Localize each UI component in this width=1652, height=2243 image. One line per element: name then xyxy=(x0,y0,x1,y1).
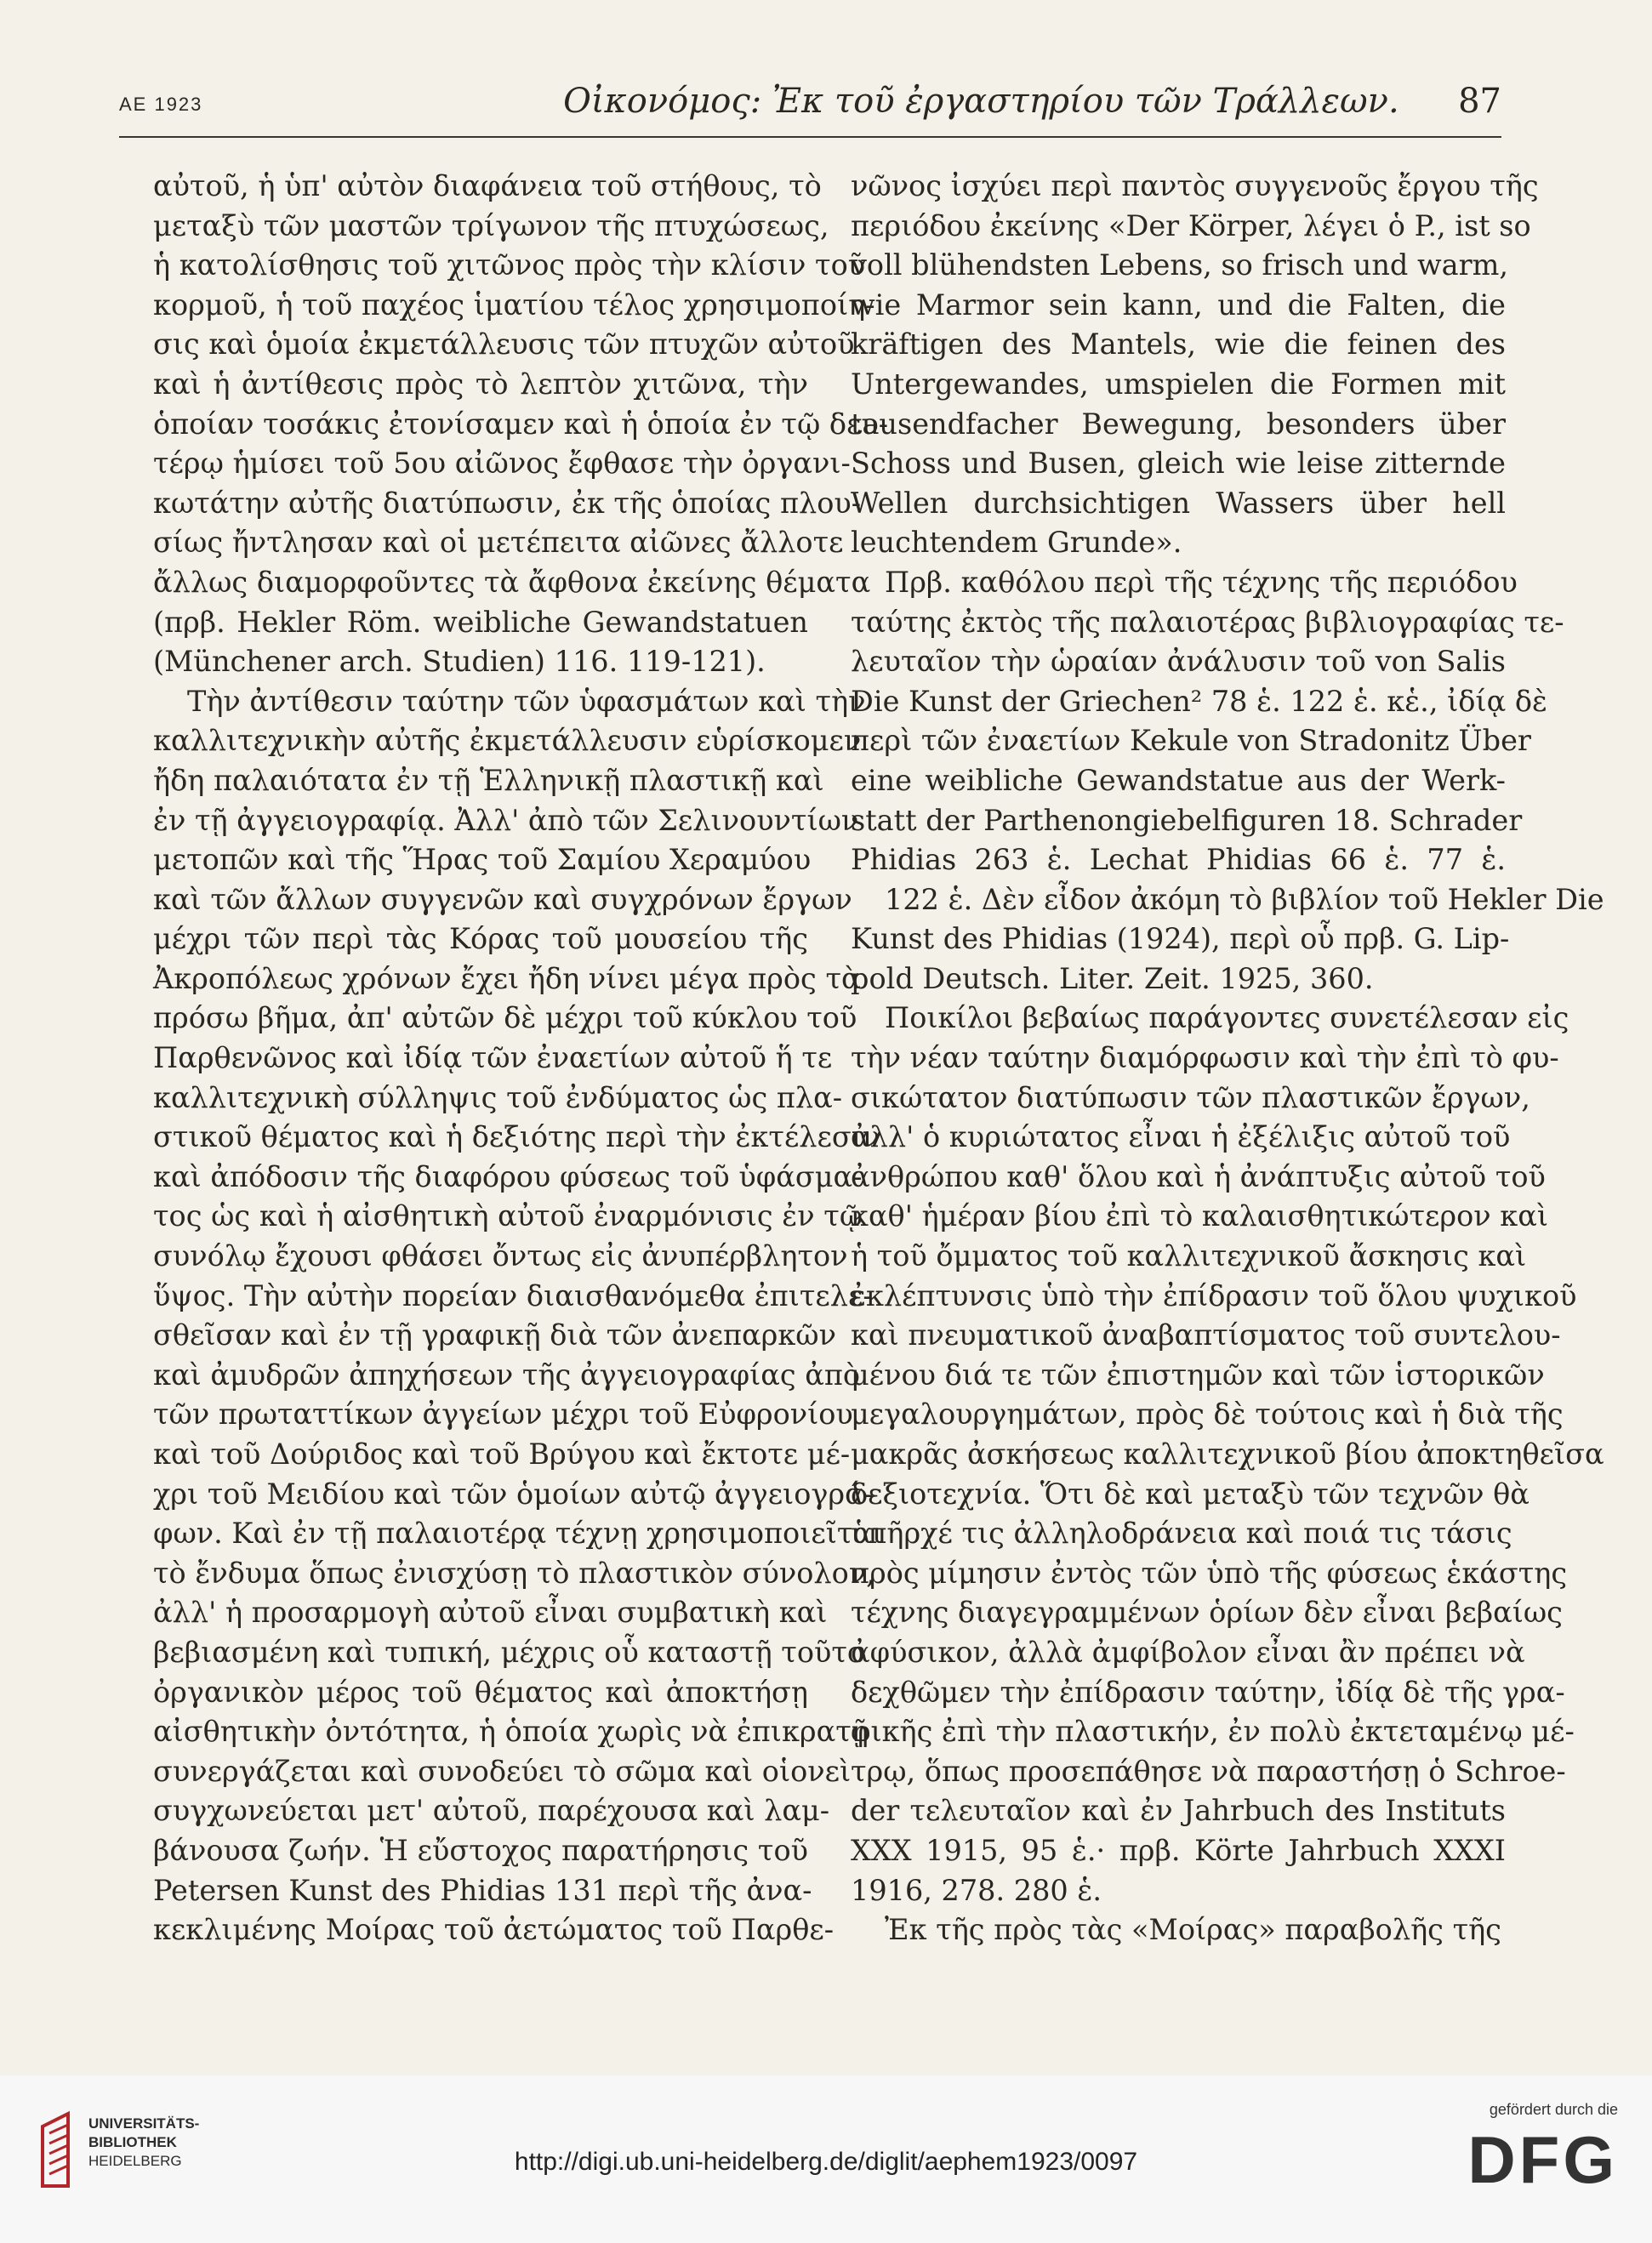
text-line: καὶ πνευματικοῦ ἀναβαπτίσματος τοῦ συντελου- xyxy=(851,1318,1561,1352)
text-line: Ἐκ τῆς πρὸς τὰς «Μοίρας» παραβολῆς τῆς xyxy=(885,1913,1501,1947)
text-line: δεξιοτεχνία. Ὅτι δὲ καὶ μεταξὺ τῶν τεχνῶν θὰ xyxy=(851,1477,1530,1511)
text-line: μέχρι τῶν περὶ τὰς Κόρας τοῦ μουσείου τῆς xyxy=(153,922,808,956)
text-line: χρι τοῦ Μειδίου καὶ τῶν ὁμοίων αὐτῷ ἀγγειογρά- xyxy=(153,1477,874,1511)
text-line: φικῆς ἐπὶ τὴν πλαστικήν, ἐν πολὺ ἐκτεταμένῳ μέ- xyxy=(851,1715,1575,1749)
text-line: περὶ τῶν ἐναετίων Kekule von Stradonitz Über xyxy=(851,724,1531,758)
text-line: φων. Καὶ ἐν τῇ παλαιοτέρᾳ τέχνῃ χρησιμοποιεῖται xyxy=(153,1517,884,1551)
text-line: καὶ ἀμυδρῶν ἀπηχήσεων τῆς ἀγγειογραφίας ἀπὸ xyxy=(153,1358,861,1392)
text-line: τὴν νέαν ταύτην διαμόρφωσιν καὶ τὴν ἐπὶ τὸ φυ- xyxy=(851,1041,1559,1075)
text-line: ἡ κατολίσθησις τοῦ χιτῶνος πρὸς τὴν κλίσιν τοῦ xyxy=(153,248,866,282)
text-line: δεχθῶμεν τὴν ἐπίδρασιν ταύτην, ἰδίᾳ δὲ τῆς γρα- xyxy=(851,1675,1565,1709)
text-line: βάνουσα ζωήν. Ἡ εὔστοχος παρατήρησις τοῦ xyxy=(153,1833,808,1867)
text-line: ἡ τοῦ ὄμματος τοῦ καλλιτεχνικοῦ ἄσκησις καὶ xyxy=(851,1239,1527,1273)
text-line: ὁποίαν τοσάκις ἐτονίσαμεν καὶ ἡ ὁποία ἐν τῷ δευ- xyxy=(153,407,889,441)
text-line: αὐτοῦ, ἡ ὑπ' αὐτὸν διαφάνεια τοῦ στήθους, τὸ xyxy=(153,169,822,202)
text-line: Die Kunst der Griechen² 78 ἑ. 122 ἑ. κἑ., ἰδίᾳ δὲ xyxy=(851,684,1547,718)
text-line: τρῳ, ὅπως προσεπάθησε νὰ παραστήσῃ ὁ Schroe- xyxy=(851,1754,1566,1788)
text-line: ἐκλέπτυνσις ὑπὸ τὴν ἐπίδρασιν τοῦ ὅλου ψυχικοῦ xyxy=(851,1278,1577,1312)
text-line: στικοῦ θέματος καὶ ἡ δεξιότης περὶ τὴν ἐκτέλεσιν xyxy=(153,1120,880,1154)
text-line: Untergewandes, umspielen die Formen mit xyxy=(851,367,1506,401)
text-line: λευταῖον τὴν ὡραίαν ἀνάλυσιν τοῦ von Salis xyxy=(851,645,1506,679)
text-line: σις καὶ ὁμοία ἐκμετάλλευσις τῶν πτυχῶν αὐτοῦ xyxy=(153,327,855,361)
header-title-and-page xyxy=(563,82,1501,121)
text-line: Παρθενῶνος καὶ ἰδίᾳ τῶν ἐναετίων αὐτοῦ ἥ τε xyxy=(153,1041,833,1075)
library-name-line-1: UNIVERSITÄTS- xyxy=(88,2115,200,2132)
text-line: Petersen Kunst des Phidias 131 περὶ τῆς ἀνα- xyxy=(153,1873,812,1907)
text-line: Kunst des Phidias (1924), περὶ οὗ πρβ. G. Lip- xyxy=(851,922,1510,956)
text-line: τὸ ἔνδυμα ὅπως ἐνισχύσῃ τὸ πλαστικὸν σύνολον, xyxy=(153,1556,875,1590)
text-line: 1916, 278. 280 ἑ. xyxy=(851,1873,1102,1907)
text-line: (πρβ. Hekler Röm. weibliche Gewandstatuen xyxy=(153,605,808,639)
article-title: Οἰκονόμος: Ἐκ τοῦ ἐργαστηρίου τῶν Τράλλεων. xyxy=(563,82,1399,121)
text-line: μεγαλουργημάτων, πρὸς δὲ τούτοις καὶ ἡ διὰ τῆς xyxy=(851,1398,1564,1432)
text-line: Τὴν ἀντίθεσιν ταύτην τῶν ὑφασμάτων καὶ τὴν xyxy=(187,684,866,718)
text-line: ἀφύσικον, ἀλλὰ ἀμφίβολον εἶναι ἂν πρέπει νὰ xyxy=(851,1635,1525,1669)
text-line: Phidias 263 ἑ. Lechat Phidias 66 ἑ. 77 ἑ. xyxy=(851,843,1506,877)
text-line: καὶ ἀπόδοσιν τῆς διαφόρου φύσεως τοῦ ὑφάσμα- xyxy=(153,1159,863,1193)
text-line: καὶ ἡ ἀντίθεσις πρὸς τὸ λεπτὸν χιτῶνα, τὴν xyxy=(153,367,808,401)
text-line: Wellen durchsichtigen Wassers über hell xyxy=(851,486,1506,520)
text-line: pold Deutsch. Liter. Zeit. 1925, 360. xyxy=(851,961,1374,995)
right-text-column xyxy=(851,167,1604,1950)
text-line: statt der Parthenongiebelfiguren 18. Schrader xyxy=(851,803,1523,837)
text-line: ἀλλ' ὁ κυριώτατος εἶναι ἡ ἐξέλιξις αὐτοῦ τοῦ xyxy=(851,1120,1511,1154)
text-line: ἐν τῇ ἀγγειογραφίᾳ. Ἀλλ' ἀπὸ τῶν Σελινουντίων xyxy=(153,803,859,837)
text-line: ὕψος. Τὴν αὐτὴν πορείαν διαισθανόμεθα ἐπιτελε- xyxy=(153,1278,873,1312)
header-rule xyxy=(119,136,1501,138)
text-line: ὑπῆρχέ τις ἀλληλοδράνεια καὶ ποιά τις τάσις xyxy=(851,1517,1512,1551)
text-line: Ποικίλοι βεβαίως παράγοντες συνετέλεσαν εἰς xyxy=(885,1001,1569,1035)
text-line: καλλιτεχνικὴ σύλληψις τοῦ ἐνδύματος ὡς πλα- xyxy=(153,1080,843,1114)
text-line: καὶ τῶν ἄλλων συγγενῶν καὶ συγχρόνων ἔργων xyxy=(153,882,852,916)
text-line: συγχωνεύεται μετ' αὐτοῦ, παρέχουσα καὶ λαμ- xyxy=(153,1794,830,1828)
running-header xyxy=(119,82,1501,129)
text-line: καλλιτεχνικὴν αὐτῆς ἐκμετάλλευσιν εὑρίσκομεν xyxy=(153,724,862,758)
text-line: περιόδου ἐκείνης «Der Körper, λέγει ὁ P., ist so xyxy=(851,208,1531,242)
text-line: συνεργάζεται καὶ συνοδεύει τὸ σῶμα καὶ οἱονεὶ xyxy=(153,1754,852,1788)
text-line: τέρῳ ἡμίσει τοῦ 5ου αἰῶνος ἔφθασε τὴν ὀργανι- xyxy=(153,447,851,481)
library-name-line-2: BIBLIOTHEK xyxy=(88,2134,177,2150)
dfg-logo-text: DFG xyxy=(1467,2122,1618,2197)
library-name-line-3: HEIDELBERG xyxy=(88,2153,182,2169)
text-line: κορμοῦ, ἡ τοῦ παχέος ἱματίου τέλος χρησιμοποίη- xyxy=(153,287,875,322)
page-number: 87 xyxy=(1458,82,1501,121)
text-line: σικώτατον διατύπωσιν τῶν πλαστικῶν ἔργων, xyxy=(851,1080,1530,1114)
text-line: tausendfacher Bewegung, besonders über xyxy=(851,407,1506,441)
text-line: σθεῖσαν καὶ ἐν τῇ γραφικῇ διὰ τῶν ἀνεπαρκῶν xyxy=(153,1318,836,1352)
text-line: Schoss und Busen, gleich wie leise zitternde xyxy=(851,447,1506,481)
text-line: πρὸς μίμησιν ἐντὸς τῶν ὑπὸ τῆς φύσεως ἑκάστης xyxy=(851,1556,1568,1590)
text-line: μετοπῶν καὶ τῆς Ἥρας τοῦ Σαμίου Χεραμύου xyxy=(153,843,812,877)
text-line: τέχνης διαγεγραμμένων ὁρίων δὲν εἶναι βεβαίως xyxy=(851,1596,1563,1630)
text-line: XXX 1915, 95 ἑ.· πρβ. Körte Jahrbuch XXXI xyxy=(851,1833,1506,1867)
text-line: μακρᾶς ἀσκήσεως καλλιτεχνικοῦ βίου ἀποκτηθεῖσα xyxy=(851,1437,1604,1471)
text-line: μεταξὺ τῶν μαστῶν τρίγωνον τῆς πτυχώσεως, xyxy=(153,208,829,242)
text-line: καὶ τοῦ Δούριδος καὶ τοῦ Βρύγου καὶ ἔκτοτε μέ- xyxy=(153,1437,851,1471)
text-line: leuchtendem Grunde». xyxy=(851,526,1182,560)
digitization-footer xyxy=(0,2075,1652,2243)
text-line: πρόσω βῆμα, ἀπ' αὐτῶν δὲ μέχρι τοῦ κύκλου τοῦ xyxy=(153,1001,857,1035)
text-line: καθ' ἡμέραν βίου ἐπὶ τὸ καλαισθητικώτερον καὶ xyxy=(851,1199,1548,1233)
text-line: eine weibliche Gewandstatue aus der Werk- xyxy=(851,763,1506,797)
text-line: ἀλλ' ἡ προσαρμογὴ αὐτοῦ εἶναι συμβατικὴ καὶ xyxy=(153,1596,828,1630)
text-line: Πρβ. καθόλου περὶ τῆς τέχνης τῆς περιόδου xyxy=(885,565,1518,599)
journal-label: ΑΕ 1923 xyxy=(119,94,203,115)
text-line: αἰσθητικὴν ὀντότητα, ἡ ὁποία χωρὶς νὰ ἐπικρατῇ xyxy=(153,1715,869,1749)
text-line: μένου διά τε τῶν ἐπιστημῶν καὶ τῶν ἱστορικῶν xyxy=(851,1358,1545,1392)
text-line: κωτάτην αὐτῆς διατύπωσιν, ἐκ τῆς ὁποίας πλου- xyxy=(153,486,862,520)
text-line: ἀνθρώπου καθ' ὅλου καὶ ἡ ἀνάπτυξις αὐτοῦ τοῦ xyxy=(851,1159,1546,1193)
text-line: voll blühendsten Lebens, so frisch und warm, xyxy=(851,248,1509,282)
left-text-column xyxy=(153,167,889,1950)
text-line: (Münchener arch. Studien) 116. 119-121). xyxy=(153,645,766,679)
text-line: συνόλῳ ἔχουσι φθάσει ὄντως εἰς ἀνυπέρβλητον xyxy=(153,1239,848,1273)
text-line: τῶν πρωταττίκων ἀγγείων μέχρι τοῦ Εὐφρονίου xyxy=(153,1398,853,1432)
text-line: kräftigen des Mantels, wie die feinen des xyxy=(851,327,1506,361)
text-line: wie Marmor sein kann, und die Falten, die xyxy=(851,287,1506,322)
text-line: ἤδη παλαιότατα ἐν τῇ Ἑλληνικῇ πλαστικῇ καὶ xyxy=(153,763,824,797)
text-line: 122 ἑ. Δὲν εἶδον ἀκόμη τὸ βιβλίον τοῦ Hekler Die xyxy=(885,882,1604,916)
funder-label: gefördert durch die xyxy=(1489,2101,1618,2118)
text-line: τος ὡς καὶ ἡ αἰσθητικὴ αὐτοῦ ἐναρμόνισις ἐν τῷ xyxy=(153,1199,863,1233)
funder-logo[interactable] xyxy=(1439,2101,1618,2220)
text-line: ταύτης ἐκτὸς τῆς παλαιοτέρας βιβλιογραφίας τε- xyxy=(851,605,1564,639)
text-line: νῶνος ἰσχύει περὶ παντὸς συγγενοῦς ἔργου τῆς xyxy=(851,169,1539,202)
text-line: κεκλιμένης Μοίρας τοῦ ἀετώματος τοῦ Παρθε- xyxy=(153,1913,835,1947)
text-line: Ἀκροπόλεως χρόνων ἔχει ἤδη νίνει μέγα πρὸς τὰ xyxy=(153,961,861,995)
text-line: der τελευταῖον καὶ ἐν Jahrbuch des Instituts xyxy=(851,1794,1506,1828)
text-line: ἄλλως διαμορφοῦντες τὰ ἄφθονα ἐκείνης θέματα xyxy=(153,565,871,599)
text-line: ὀργανικὸν μέρος τοῦ θέματος καὶ ἀποκτήσῃ xyxy=(153,1675,808,1709)
text-line: βεβιασμένη καὶ τυπική, μέχρις οὗ καταστῇ τοῦτο xyxy=(153,1635,865,1669)
text-line: σίως ἤντλησαν καὶ οἱ μετέπειτα αἰῶνες ἄλλοτε xyxy=(153,526,844,560)
permalink-url[interactable]: http://digi.ub.uni-heidelberg.de/diglit/aephem1923/0097 xyxy=(514,2148,1138,2176)
